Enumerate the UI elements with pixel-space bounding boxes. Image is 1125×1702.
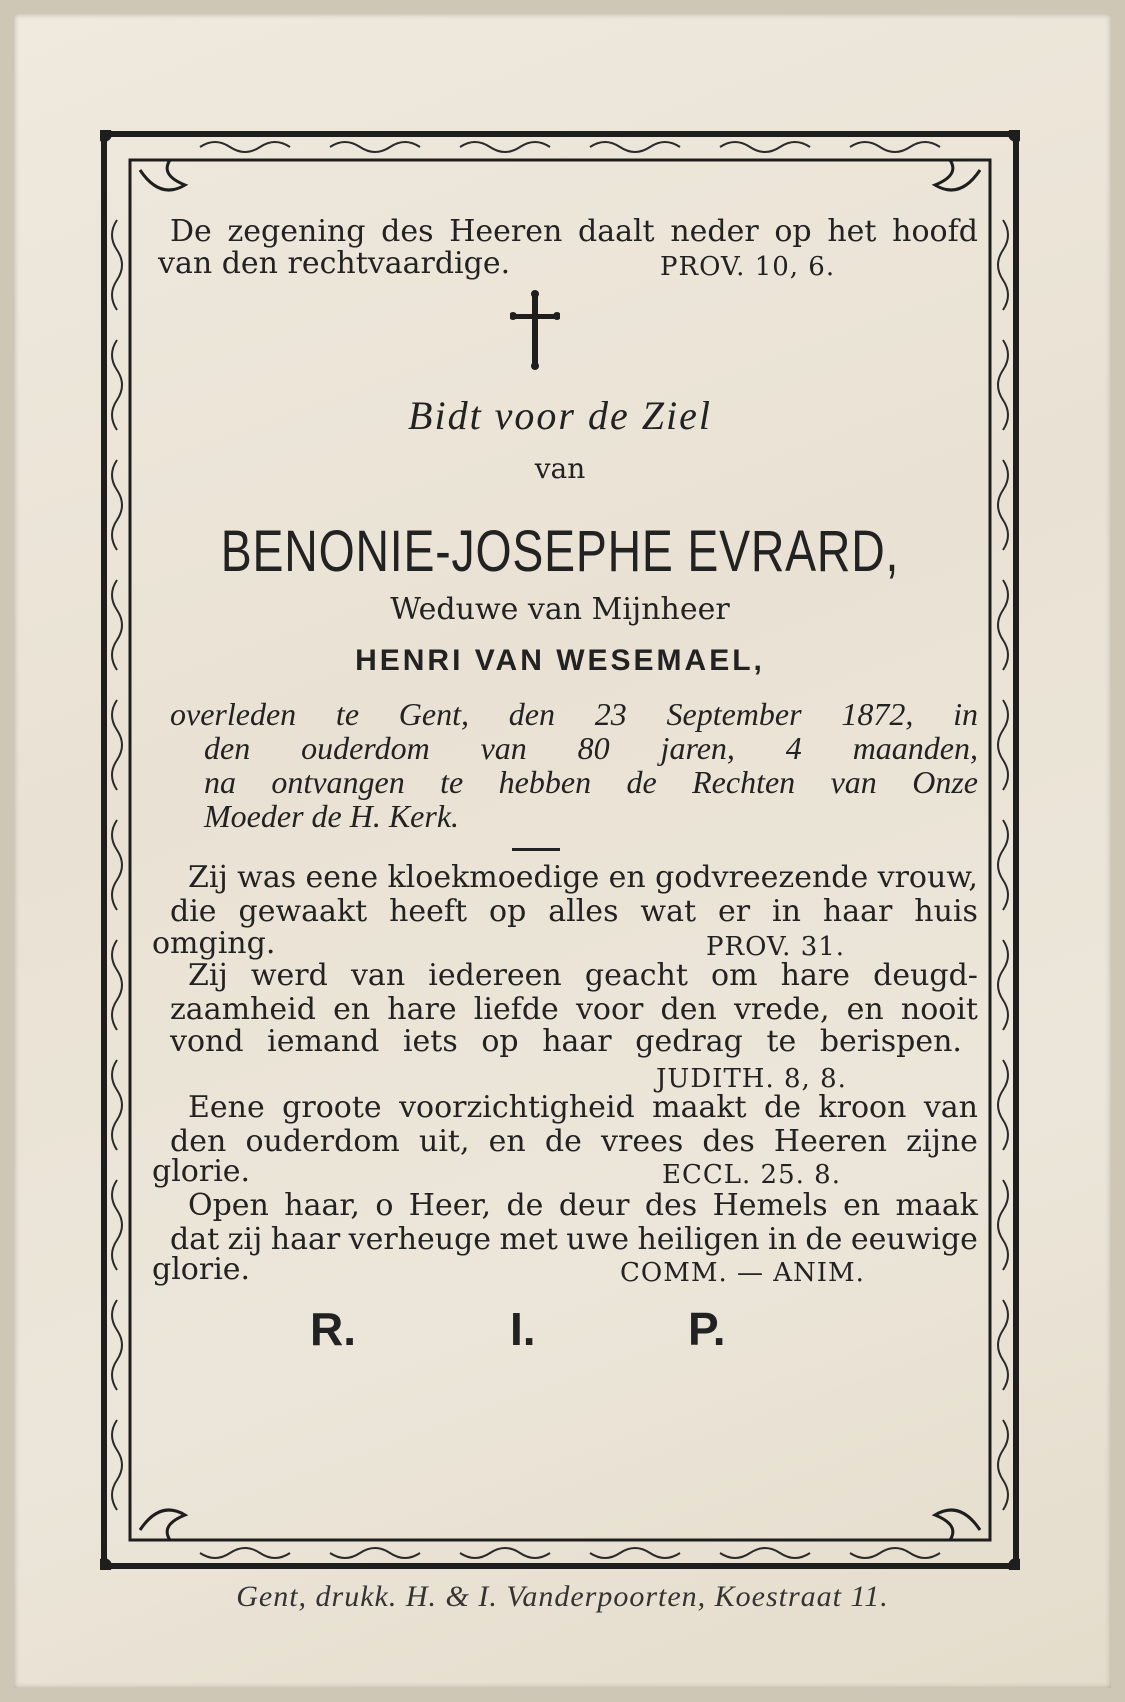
word: kroon xyxy=(818,1090,907,1125)
word: de xyxy=(805,1222,843,1257)
word: op xyxy=(481,1024,519,1059)
word: van xyxy=(350,958,406,993)
word: was xyxy=(237,860,297,895)
verse2-line-1 xyxy=(188,958,978,993)
word: den xyxy=(170,1124,227,1159)
word: in xyxy=(953,696,978,732)
word: 23 xyxy=(594,696,627,732)
word: het xyxy=(827,214,877,249)
verse4-reference: COMM. — ANIM. xyxy=(620,1258,865,1288)
word: hebben xyxy=(498,764,592,800)
word: gedrag xyxy=(635,1024,743,1059)
word: ouderdom xyxy=(301,730,430,766)
word: deugd- xyxy=(873,958,978,993)
word: vond xyxy=(170,1024,244,1059)
word: in xyxy=(768,1222,797,1257)
word: hoofd xyxy=(892,214,978,249)
word: zaamheid xyxy=(170,992,316,1027)
word: maakt xyxy=(652,1090,747,1125)
word: des xyxy=(381,214,434,249)
verse1-reference: PROV. 31. xyxy=(706,932,846,962)
word: Eene xyxy=(188,1090,265,1125)
word: en xyxy=(608,860,646,895)
word: Zij xyxy=(188,958,228,993)
word: hare xyxy=(780,958,850,993)
word: vrees xyxy=(601,1124,684,1159)
word: jaren, xyxy=(660,730,735,766)
word: heiligen xyxy=(637,1222,760,1257)
word: des xyxy=(702,1124,755,1159)
word: uit, xyxy=(419,1124,470,1159)
widow-of-text: Weduwe van Mijnheer xyxy=(390,592,730,627)
word: godvreezende xyxy=(655,860,869,895)
word: zegening xyxy=(227,214,366,249)
word: voor xyxy=(575,992,644,1027)
word: Rechten xyxy=(692,764,796,800)
word: voorzichtigheid xyxy=(399,1090,635,1125)
of-text: van xyxy=(534,452,586,485)
word: groote xyxy=(282,1090,382,1125)
verse1-line-1 xyxy=(188,860,978,895)
word: iets xyxy=(402,1024,458,1059)
word: er xyxy=(717,894,751,929)
verse3-line-3: glorie. xyxy=(152,1154,251,1189)
epigraph-line-2: van den rechtvaardige. xyxy=(158,246,511,281)
word: haar xyxy=(270,1222,341,1257)
word: nooit xyxy=(900,992,978,1027)
word: Gent, xyxy=(398,696,469,732)
word: Hemels xyxy=(712,1188,828,1223)
word: van xyxy=(830,764,877,800)
word: om xyxy=(711,958,758,993)
word: gewaakt xyxy=(238,894,368,929)
cross-icon xyxy=(510,290,560,370)
word: ontvangen xyxy=(271,764,405,800)
verse4-line-1 xyxy=(188,1188,978,1223)
word: en xyxy=(846,992,884,1027)
word: des xyxy=(644,1188,698,1223)
word: Heeren xyxy=(449,214,563,249)
epigraph-reference: PROV. 10, 6. xyxy=(660,252,836,282)
word: de xyxy=(626,764,657,800)
word: de xyxy=(764,1090,801,1125)
verse2-reference: JUDITH. 8, 8. xyxy=(656,1064,847,1094)
word: den xyxy=(660,992,717,1027)
word: iedereen xyxy=(428,958,562,993)
word: overleden xyxy=(170,696,297,732)
word: neder xyxy=(670,214,759,249)
word: maanden, xyxy=(852,730,978,766)
verse2-line-3 xyxy=(170,1024,962,1059)
word: geacht xyxy=(584,958,688,993)
word: den xyxy=(508,696,555,732)
word: in xyxy=(772,894,801,929)
husband-name: HENRI VAN WESEMAEL, xyxy=(355,644,765,677)
word: en xyxy=(333,992,371,1027)
word: huis xyxy=(914,894,978,929)
word: liefde xyxy=(473,992,559,1027)
notice-line-1 xyxy=(170,696,978,733)
word: Zij xyxy=(188,860,228,895)
word: op xyxy=(489,894,527,929)
word: de xyxy=(506,1188,544,1223)
word: Onze xyxy=(912,764,978,800)
word: deur xyxy=(558,1188,630,1223)
notice-line-3 xyxy=(204,764,978,801)
verse3-line-2 xyxy=(170,1124,978,1159)
word: Heeren xyxy=(773,1124,887,1159)
word: haar xyxy=(542,1024,612,1059)
verse3-line-1 xyxy=(188,1090,978,1125)
verse2-line-2 xyxy=(170,992,978,1027)
word: op xyxy=(774,214,812,249)
word: na xyxy=(204,764,236,800)
word: alles xyxy=(548,894,619,929)
word: daalt xyxy=(577,214,655,249)
word: haar xyxy=(822,894,893,929)
word: uwe xyxy=(566,1222,629,1257)
word: vrede, xyxy=(733,992,830,1027)
word: haar, xyxy=(284,1188,360,1223)
word: te xyxy=(440,764,464,800)
word: zijne xyxy=(906,1124,978,1159)
word: te xyxy=(766,1024,797,1059)
word: van xyxy=(923,1090,978,1125)
word: dat xyxy=(170,1222,220,1257)
word: de xyxy=(544,1124,582,1159)
rip-p: P. xyxy=(688,1303,726,1355)
notice-line-4: Moeder de H. Kerk. xyxy=(204,798,460,834)
word: met xyxy=(499,1222,558,1257)
word: heeft xyxy=(389,894,468,929)
word: en xyxy=(488,1124,526,1159)
word: van xyxy=(480,730,527,766)
word: wat xyxy=(640,894,697,929)
pray-heading: Bidt voor de Ziel xyxy=(408,393,712,438)
word: 4 xyxy=(785,730,802,766)
word: berispen. xyxy=(819,1024,962,1059)
word: den xyxy=(204,730,251,766)
word: hare xyxy=(387,992,457,1027)
word: 1872, xyxy=(841,696,914,732)
verse1-line-2 xyxy=(170,894,978,929)
word: kloekmoedige xyxy=(387,860,600,895)
word: September xyxy=(666,696,802,732)
verse4-line-3: glorie. xyxy=(152,1252,251,1287)
word: eene xyxy=(305,860,379,895)
word: te xyxy=(335,696,360,732)
word: die xyxy=(170,894,217,929)
epigraph-line-1 xyxy=(170,214,978,249)
word: iemand xyxy=(267,1024,380,1059)
word: vrouw, xyxy=(877,860,978,895)
verse3-reference: ECCL. 25. 8. xyxy=(662,1160,841,1190)
word: eeuwige xyxy=(850,1222,978,1257)
word: verheuge xyxy=(348,1222,492,1257)
rip-r: R. xyxy=(310,1303,356,1355)
word: zij xyxy=(227,1222,263,1257)
verse1-line-3: omging. xyxy=(152,926,276,961)
deceased-name: BENONIE-JOSEPHE EVRARD, xyxy=(220,519,900,584)
word: 80 xyxy=(577,730,610,766)
word: en xyxy=(843,1188,881,1223)
word: Open xyxy=(188,1188,269,1223)
verse4-line-2 xyxy=(170,1222,978,1257)
rip-i: I. xyxy=(510,1303,536,1355)
divider xyxy=(512,848,560,851)
word: Heer, xyxy=(408,1188,492,1223)
notice-line-2 xyxy=(204,730,978,767)
word: werd xyxy=(250,958,328,993)
word: De xyxy=(170,214,212,249)
card-text xyxy=(100,130,1020,1570)
word: o xyxy=(375,1188,394,1223)
word: maak xyxy=(895,1188,978,1223)
word: ouderdom xyxy=(245,1124,400,1159)
printer-imprint: Gent, drukk. H. & I. Vanderpoorten, Koestraat 11. xyxy=(236,1580,889,1613)
